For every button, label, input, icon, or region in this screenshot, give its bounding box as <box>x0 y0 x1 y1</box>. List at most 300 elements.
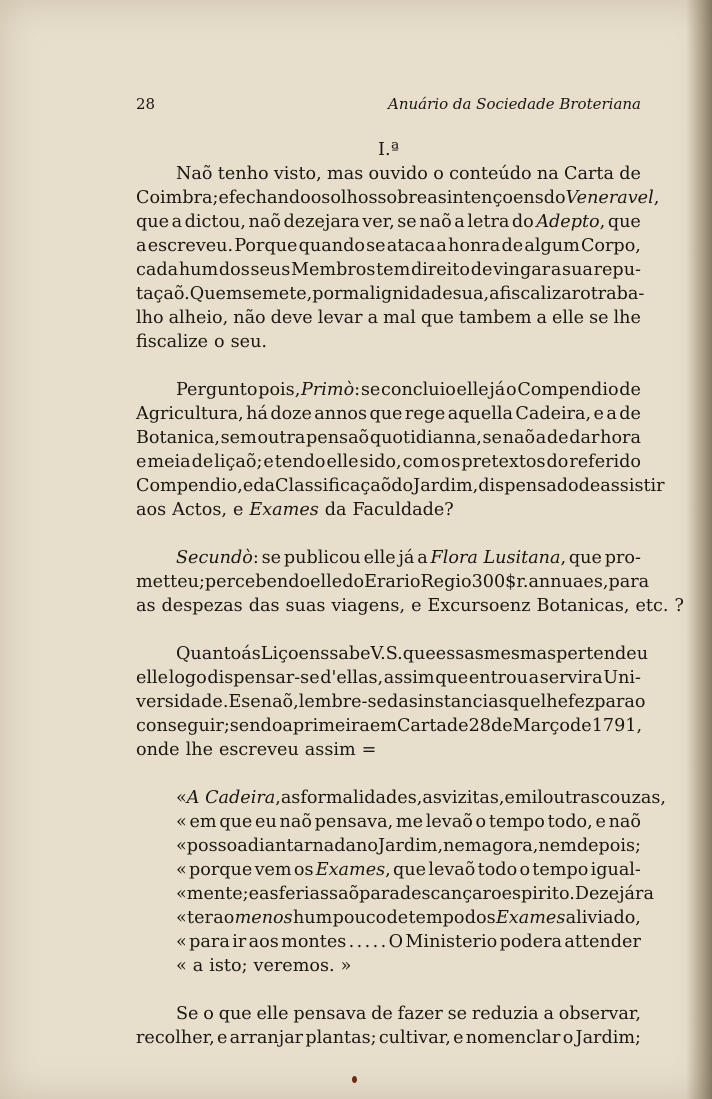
word: que <box>568 548 602 568</box>
word: o <box>519 860 531 880</box>
word: naõ <box>608 812 641 832</box>
word: cada <box>136 260 179 280</box>
word: pro- <box>604 548 641 568</box>
word: se <box>360 380 381 400</box>
word: . <box>356 932 363 952</box>
word: S. <box>385 644 403 664</box>
word: publicou <box>283 548 361 568</box>
text-line <box>136 1026 641 1050</box>
word: ter <box>187 908 213 928</box>
word: a <box>528 668 540 688</box>
word: ao <box>213 908 235 928</box>
word: depois; <box>576 836 641 856</box>
word: quotidianna, <box>369 428 482 448</box>
word: espirito. <box>501 884 575 904</box>
word: se <box>589 308 609 328</box>
word: » <box>340 956 352 976</box>
word: que <box>420 308 454 328</box>
word: « <box>176 908 187 928</box>
word: lembre-se <box>298 692 387 712</box>
word: todo, <box>547 812 593 832</box>
word: recolher, <box>136 1028 215 1048</box>
word: fazer <box>397 1004 443 1024</box>
paragraph <box>136 162 660 354</box>
word: a <box>171 212 183 232</box>
word: Jardim; <box>575 1028 641 1048</box>
word: a <box>436 236 447 256</box>
word: a <box>367 308 379 328</box>
word: instancias <box>417 692 508 712</box>
word: as <box>280 788 301 808</box>
word: de <box>578 476 601 496</box>
word: que <box>607 212 641 232</box>
text-line <box>136 858 641 882</box>
word: dos <box>218 260 250 280</box>
word: referido <box>569 452 641 472</box>
word: Classificaçaõ <box>275 476 392 496</box>
text-line <box>136 498 641 522</box>
word: do <box>511 212 534 232</box>
word: Jardim, <box>377 836 444 856</box>
word: elle <box>363 548 396 568</box>
word: « <box>176 836 187 856</box>
word: visto, <box>273 164 322 184</box>
word: e <box>136 452 147 472</box>
word: naõ <box>419 212 452 232</box>
word: de <box>501 236 524 256</box>
page-header <box>136 95 641 119</box>
word: já <box>398 548 415 568</box>
text-line <box>136 906 641 930</box>
word: hum <box>178 260 219 280</box>
word: as <box>427 188 447 208</box>
text-line <box>136 594 684 618</box>
word: a <box>192 956 204 976</box>
word: o <box>580 284 591 304</box>
word: aos <box>248 932 279 952</box>
word: Liçoens <box>260 644 330 664</box>
word: lhe <box>613 308 641 328</box>
body-text <box>136 138 684 1050</box>
word: Uni- <box>603 668 641 688</box>
word: o <box>562 1028 574 1048</box>
word: O <box>388 932 404 952</box>
word: o <box>433 164 444 184</box>
word: para <box>608 572 650 592</box>
word: letra <box>467 212 510 232</box>
word: mal <box>383 308 416 328</box>
word: versidade. <box>136 692 229 712</box>
word: de <box>619 164 641 184</box>
word: formalidades, <box>300 788 423 808</box>
word: de <box>446 716 469 736</box>
word: viagens, <box>331 596 406 616</box>
word: servir <box>539 668 592 688</box>
word: de <box>191 452 214 472</box>
word: pensaõ <box>306 428 370 448</box>
word: há <box>246 404 268 424</box>
word: hum <box>292 908 333 928</box>
word: o <box>214 332 225 352</box>
word: Exames <box>495 908 566 928</box>
word: e <box>248 884 260 904</box>
word: Se <box>176 1004 199 1024</box>
word: o <box>634 692 646 712</box>
word: « <box>176 956 187 976</box>
text-line <box>136 330 641 354</box>
word: assistir <box>600 476 665 496</box>
paragraph-gap <box>136 762 641 786</box>
word: honra <box>448 236 501 256</box>
word: Jardim, <box>413 476 479 496</box>
text-line <box>136 834 641 858</box>
text-line <box>136 474 665 498</box>
word: . <box>348 932 355 952</box>
word: V. <box>370 644 386 664</box>
word: na <box>536 164 559 184</box>
word: annuaes, <box>528 572 609 592</box>
paragraph-gap <box>136 978 641 1002</box>
text-line <box>136 378 641 402</box>
text-line <box>136 570 650 594</box>
word: que <box>219 812 253 832</box>
word: elle <box>552 308 585 328</box>
word: já <box>489 380 506 400</box>
word: quando <box>298 236 365 256</box>
word: e <box>216 1028 228 1048</box>
word: a <box>535 428 547 448</box>
word: primeira <box>292 716 370 736</box>
word: pretextos <box>461 452 546 472</box>
word: « <box>176 860 187 880</box>
word: Agricultura, <box>136 404 244 424</box>
word: r. <box>516 572 529 592</box>
paragraph <box>136 378 665 522</box>
word: = <box>361 740 377 760</box>
word: que <box>218 1004 252 1024</box>
word: das <box>248 596 280 616</box>
word: eu <box>255 812 277 832</box>
word: se <box>242 284 263 304</box>
word: . <box>372 932 379 952</box>
word: que <box>136 212 170 232</box>
word: Excursoenz <box>427 596 531 616</box>
word: Secundò: <box>176 548 259 568</box>
word: dar <box>569 428 600 448</box>
word: Quem <box>189 284 243 304</box>
word: em <box>369 716 397 736</box>
word: elle <box>136 668 169 688</box>
word: ás <box>241 644 261 664</box>
word: no <box>356 836 378 856</box>
text-line <box>136 1002 641 1026</box>
word: sendo <box>229 716 283 736</box>
word: Botanica, <box>136 428 220 448</box>
word: sua <box>562 260 593 280</box>
word: fiscalizar <box>499 284 581 304</box>
word: tendo <box>274 452 326 472</box>
word: que <box>507 692 541 712</box>
word: para <box>189 932 230 952</box>
word: a <box>417 548 428 568</box>
word: suas <box>285 596 326 616</box>
block-quote <box>136 786 666 978</box>
ink-spot <box>352 1076 357 1083</box>
word: da <box>324 500 347 520</box>
word: naõ <box>502 428 536 448</box>
word: dos <box>464 908 496 928</box>
word: elle <box>310 572 343 592</box>
word: direito <box>410 260 470 280</box>
word: me <box>395 812 424 832</box>
word: deve <box>270 308 313 328</box>
text-line <box>136 642 649 666</box>
word: nem <box>538 836 577 856</box>
word: mete, <box>262 284 313 304</box>
section-heading: I.ª <box>378 140 399 160</box>
word: Faculdade? <box>352 500 454 520</box>
paragraph <box>136 546 684 618</box>
word: sabe <box>329 644 371 664</box>
word: naõ <box>279 812 312 832</box>
word: nem <box>443 836 482 856</box>
word: elle <box>256 1004 289 1024</box>
text-line <box>136 954 641 978</box>
word: rege <box>404 404 446 424</box>
text-line <box>136 810 641 834</box>
word: seu. <box>230 332 268 352</box>
word: pois, <box>258 380 301 400</box>
word: Carta <box>396 716 447 736</box>
word: « <box>176 932 187 952</box>
word: annos <box>314 404 368 424</box>
word: que <box>369 404 403 424</box>
word: as <box>259 884 279 904</box>
word: saõ <box>329 884 360 904</box>
word: por <box>312 284 343 304</box>
word: arranjar <box>229 1028 304 1048</box>
word: se <box>447 1004 468 1024</box>
word: levaõ <box>428 860 476 880</box>
content-column <box>136 162 684 1050</box>
word: Erario <box>364 572 421 592</box>
word: nomenclar <box>465 1028 561 1048</box>
word: com <box>402 452 440 472</box>
word: sem <box>220 428 257 448</box>
word: a <box>536 308 548 328</box>
word: do <box>543 188 566 208</box>
word: de <box>470 260 493 280</box>
word: fez <box>568 692 595 712</box>
word: que <box>402 644 436 664</box>
word: attender <box>564 932 641 952</box>
word: agora, <box>481 836 539 856</box>
word: que <box>435 668 469 688</box>
word: Exames, <box>315 860 391 880</box>
word: tem <box>376 260 411 280</box>
word: ataca <box>386 236 436 256</box>
word: que <box>393 860 427 880</box>
word: de <box>619 380 641 400</box>
page-number: 28 <box>136 95 156 113</box>
word: Flora Lusitana, <box>430 548 567 568</box>
word: dispensado <box>478 476 579 496</box>
word: de <box>371 1004 393 1024</box>
word: e <box>232 500 244 520</box>
word: Cadeira, <box>515 404 592 424</box>
word: couzas, <box>599 788 666 808</box>
word: Veneravel, <box>565 188 660 208</box>
word: entrou <box>468 668 528 688</box>
text-line <box>136 234 641 258</box>
word: descançar <box>399 884 491 904</box>
word: dezejara <box>283 212 360 232</box>
word: vizitas, <box>441 788 505 808</box>
word: de <box>619 404 641 424</box>
word: as <box>422 788 442 808</box>
word: os <box>293 860 314 880</box>
word: conseguir; <box>136 716 230 736</box>
word: ouvido <box>368 164 428 184</box>
text-line <box>136 450 641 474</box>
word: Naõ <box>176 164 213 184</box>
text-line <box>136 666 641 690</box>
word: de <box>386 908 409 928</box>
word: levaõ <box>425 812 473 832</box>
word: os <box>310 188 331 208</box>
word: naõ <box>248 212 281 232</box>
text-line <box>136 306 641 330</box>
word: tempo <box>408 908 465 928</box>
word: das <box>386 692 418 712</box>
word: tenho <box>217 164 269 184</box>
word: e <box>593 404 604 424</box>
word: mil <box>514 788 543 808</box>
word: o <box>490 884 502 904</box>
word: de <box>490 716 513 736</box>
word: ver, <box>362 212 395 232</box>
word: repu- <box>593 260 641 280</box>
text-line <box>136 738 641 762</box>
word: elle <box>456 380 489 400</box>
running-head: Anuário da Sociedade Broteriana <box>388 95 641 113</box>
word: plantas; <box>305 1028 377 1048</box>
word: podera <box>499 932 562 952</box>
word: menos <box>234 908 293 928</box>
word: do <box>546 452 569 472</box>
text-line <box>136 402 641 426</box>
word: 1791, <box>591 716 643 736</box>
word: percebendo <box>204 572 311 592</box>
text-line <box>136 930 641 954</box>
text-line <box>136 258 641 282</box>
word: as <box>136 596 156 616</box>
word: taçaõ. <box>136 284 190 304</box>
word: se <box>482 428 502 448</box>
word: tempo <box>532 860 589 880</box>
paragraph <box>136 642 649 762</box>
paragraph-gap <box>136 618 641 642</box>
word: liçaõ; <box>214 452 263 472</box>
word: dictou, <box>184 212 246 232</box>
spine-shadow <box>686 0 712 1099</box>
word: Porque <box>234 236 298 256</box>
word: metteu; <box>136 572 205 592</box>
word: assim <box>383 668 435 688</box>
word: adiantar <box>237 836 313 856</box>
word: d'ellas, <box>320 668 384 688</box>
word: olhos <box>330 188 378 208</box>
word: « <box>176 788 187 808</box>
word: intençoens <box>446 188 544 208</box>
word: aquella <box>447 404 513 424</box>
word: pertendeu <box>556 644 649 664</box>
word: se <box>366 236 386 256</box>
word: naõ, <box>260 692 299 712</box>
word: lho <box>136 308 164 328</box>
word: pensava <box>293 1004 367 1024</box>
word: Adepto, <box>536 212 606 232</box>
word: Membros <box>290 260 376 280</box>
word: seus <box>250 260 291 280</box>
paragraph-gap <box>136 354 641 378</box>
word: e <box>411 596 422 616</box>
word: veremos. <box>253 956 335 976</box>
word: da <box>253 476 276 496</box>
word: escreveu. <box>147 236 234 256</box>
word: 300$ <box>471 572 517 592</box>
word: e <box>453 1028 464 1048</box>
word: « <box>176 812 187 832</box>
word: concluio <box>381 380 456 400</box>
word: Dezejára <box>574 884 654 904</box>
word: nada <box>312 836 357 856</box>
word: a <box>454 212 465 232</box>
word: o <box>475 812 487 832</box>
word: traba- <box>590 284 645 304</box>
word: montes <box>281 932 347 952</box>
word: despezas <box>161 596 243 616</box>
word: lhe <box>540 692 569 712</box>
word: posso <box>186 836 238 856</box>
word: pouco <box>332 908 387 928</box>
word: do <box>342 572 365 592</box>
word: e <box>263 452 274 472</box>
word: de <box>546 428 569 448</box>
word: logo <box>168 668 207 688</box>
word: reduzia <box>471 1004 539 1024</box>
word: algum <box>524 236 580 256</box>
word: vem <box>254 860 292 880</box>
word: a <box>282 716 293 736</box>
word: de <box>570 716 592 736</box>
word: se <box>397 212 417 232</box>
word: Actos, <box>172 500 227 520</box>
word: Quanto <box>176 644 242 664</box>
word: Compendio, <box>136 476 243 496</box>
word: onde <box>136 740 180 760</box>
word: doze <box>270 404 312 424</box>
word: aliviado, <box>565 908 641 928</box>
word: . <box>380 932 387 952</box>
word: mas <box>327 164 364 184</box>
word: meia <box>147 452 191 472</box>
word: a <box>543 1004 554 1024</box>
word: Carta <box>564 164 614 184</box>
word: e <box>504 788 515 808</box>
word: Ministerio <box>405 932 498 952</box>
word: Regio <box>420 572 472 592</box>
